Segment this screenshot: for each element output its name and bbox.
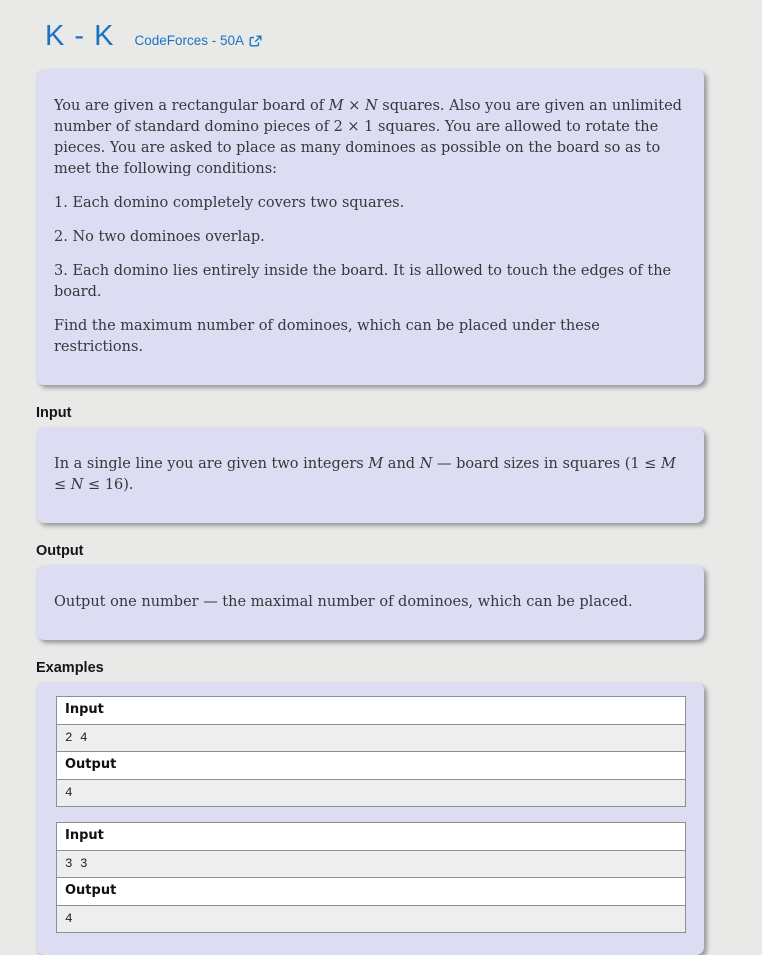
example-1-output-label: Output — [57, 752, 686, 780]
source-link[interactable] — [134, 33, 262, 48]
output-heading: Output — [36, 543, 84, 560]
example-1-input-value: 2 4 — [65, 731, 88, 746]
example-1-output-value: 4 — [65, 786, 73, 801]
page-title: K - K — [45, 20, 115, 52]
output-description: Output one number — the maximal number of dominoes, which can be placed. — [54, 594, 633, 611]
input-heading: Input — [36, 405, 72, 422]
example-2-input-label: Input — [57, 823, 686, 851]
example-1-input-label: Input — [57, 697, 686, 725]
input-description: In a single line you are given two integers M and N — board sizes in squares (1 ≤ M ≤ N ≤ 16). — [54, 456, 676, 494]
output-card — [36, 565, 704, 640]
title-bar — [45, 20, 704, 53]
example-2-output-label: Output — [57, 878, 686, 906]
external-link-icon — [249, 35, 262, 48]
example-2-input-value: 3 3 — [65, 856, 88, 871]
source-link-label: CodeForces - 50A — [134, 33, 245, 48]
problem-description: You are given a rectangular board of M × N squares. Also you are given an unlimited number of standard domino pieces of 2 × 1 squares. You are allowed to rotate the pieces. You are asked to place as many dominoes as possible on the board so as to meet the following conditions: 1. Each domino completely covers two squares. 2. No two dominoes overlap. 3. Each domino lies entirely inside the board. It is allowed to touch the edges of the board. Find the maximum number of dominoes, which can be placed under these restrictions. — [54, 98, 682, 356]
example-2-output-value: 4 — [65, 911, 73, 926]
example-table-2 — [56, 822, 686, 933]
examples-heading: Examples — [36, 660, 104, 677]
example-table-1 — [56, 696, 686, 807]
input-card — [36, 427, 704, 523]
examples-card — [36, 682, 704, 955]
problem-description-card — [36, 69, 704, 385]
